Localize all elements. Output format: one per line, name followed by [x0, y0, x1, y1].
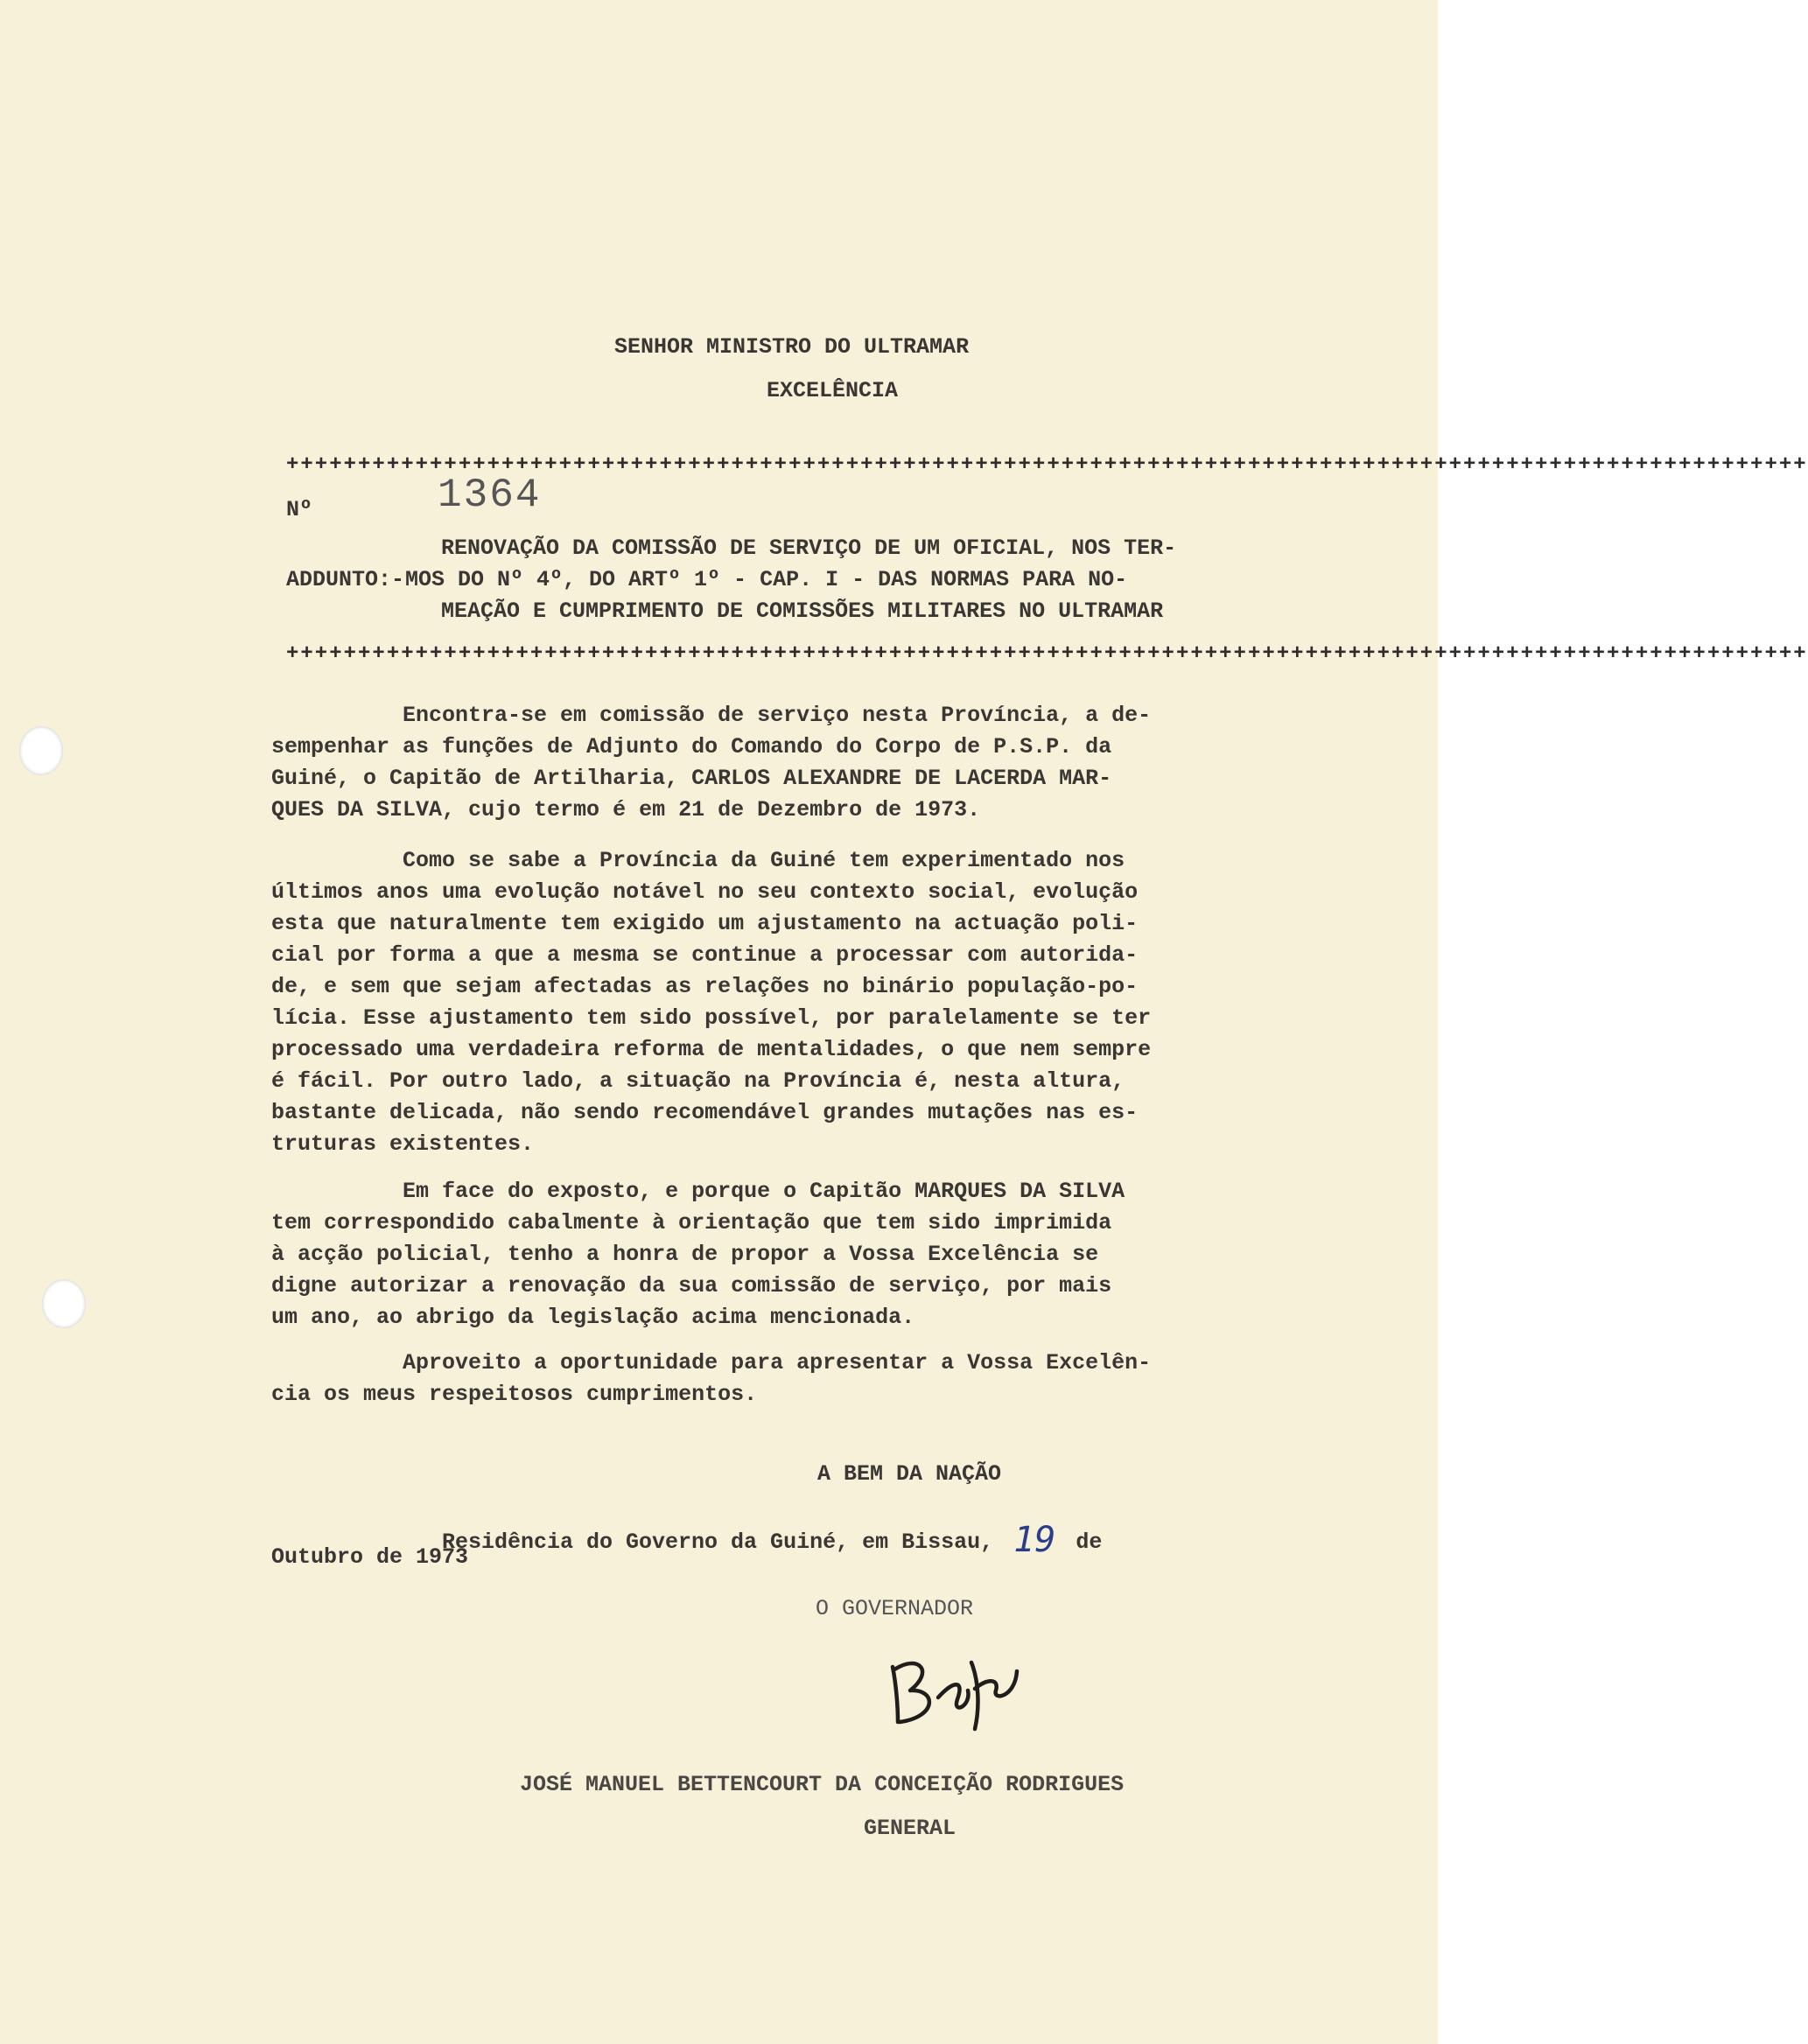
handwritten-day: 19 [1013, 1520, 1056, 1560]
salutation: EXCELÊNCIA [767, 378, 899, 403]
text-line: esta que naturalmente tem exigido um ajustamento na actuação poli- [271, 911, 1139, 936]
separator-bottom: ++++++++++++++++++++++++++++++++++++++++++++++++++++++++++++++++++++++++++++++++++++++++++++++++++++++++++ [286, 642, 1808, 666]
text-line: é fácil. Por outro lado, a situação na Província é, nesta altura, [271, 1068, 1125, 1094]
text-line: cial por forma a que a mesma se continue a processar com autorida- [271, 942, 1139, 968]
document-number: 1364 [438, 472, 542, 518]
text-line: digne autorizar a renovação da sua comissão de serviço, por mais [271, 1273, 1112, 1298]
text-line: à acção policial, tenho a honra de propor a Vossa Excelência se [271, 1242, 1099, 1267]
text-line: Guiné, o Capitão de Artilharia, CARLOS ALEXANDRE DE LACERDA MAR- [271, 766, 1112, 791]
text-line: lícia. Esse ajustamento tem sido possível, por paralelamente se ter [271, 1005, 1152, 1031]
subject-line-2: MOS DO Nº 4º, DO ARTº 1º - CAP. I - DAS NORMAS PARA NO- [405, 567, 1128, 592]
text-line: processado uma verdadeira reforma de mentalidades, o que nem sempre [271, 1037, 1152, 1062]
subject-line-1: RENOVAÇÃO DA COMISSÃO DE SERVIÇO DE UM OFICIAL, NOS TER- [441, 536, 1177, 561]
paragraph-2 [271, 845, 1409, 1160]
text-line: Como se sabe a Província da Guiné tem experimentado nos [271, 848, 1125, 873]
punch-hole-bottom [42, 1279, 86, 1328]
text-line: QUES DA SILVA, cujo termo é em 21 de Dezembro de 1973. [271, 797, 981, 822]
paragraph-4 [271, 1348, 1409, 1410]
text-line: Em face do exposto, e porque o Capitão MARQUES DA SILVA [271, 1179, 1125, 1204]
place-date-line-1 [442, 1516, 1103, 1560]
text-line: um ano, ao abrigo da legislação acima mencionada. [271, 1305, 915, 1330]
number-label: Nº [286, 497, 313, 522]
subject-line-3: MEAÇÃO E CUMPRIMENTO DE COMISSÕES MILITARES NO ULTRAMAR [441, 598, 1164, 624]
place-date-line-2: Outubro de 1973 [271, 1544, 469, 1570]
signature-icon [884, 1645, 1024, 1732]
paragraph-1 [271, 700, 1409, 826]
place-date-prefix: Residência do Governo da Guiné, em Bissau, [442, 1530, 994, 1555]
signatory-role: O GOVERNADOR [816, 1596, 974, 1621]
paragraph-3 [271, 1176, 1409, 1334]
separator-top: ++++++++++++++++++++++++++++++++++++++++++++++++++++++++++++++++++++++++++++++++++++++++++++++++++++++++++ [286, 453, 1808, 477]
text-line: sempenhar as funções de Adjunto do Comando do Corpo de P.S.P. da [271, 734, 1112, 760]
addressee: SENHOR MINISTRO DO ULTRAMAR [614, 334, 970, 360]
signatory-rank: GENERAL [864, 1816, 957, 1841]
text-line: cia os meus respeitosos cumprimentos. [271, 1382, 758, 1407]
text-line: Encontra-se em comissão de serviço nesta Província, a de- [271, 703, 1152, 728]
text-line: tem correspondido cabalmente à orientação que tem sido imprimida [271, 1210, 1112, 1236]
closing-formula: A BEM DA NAÇÃO [817, 1461, 1002, 1487]
text-line: bastante delicada, não sendo recomendável grandes mutações nas es- [271, 1100, 1139, 1125]
subject-label: ADDUNTO:- [286, 567, 405, 592]
text-line: Aproveito a oportunidade para apresentar a Vossa Excelên- [271, 1350, 1152, 1376]
text-line: de, e sem que sejam afectadas as relações no binário população-po- [271, 974, 1139, 999]
signatory-name: JOSÉ MANUEL BETTENCOURT DA CONCEIÇÃO RODRIGUES [520, 1772, 1125, 1797]
place-date-suffix: de [1076, 1530, 1103, 1555]
punch-hole-top [19, 726, 63, 775]
text-line: últimos anos uma evolução notável no seu contexto social, evolução [271, 879, 1139, 905]
text-line: truturas existentes. [271, 1131, 535, 1157]
